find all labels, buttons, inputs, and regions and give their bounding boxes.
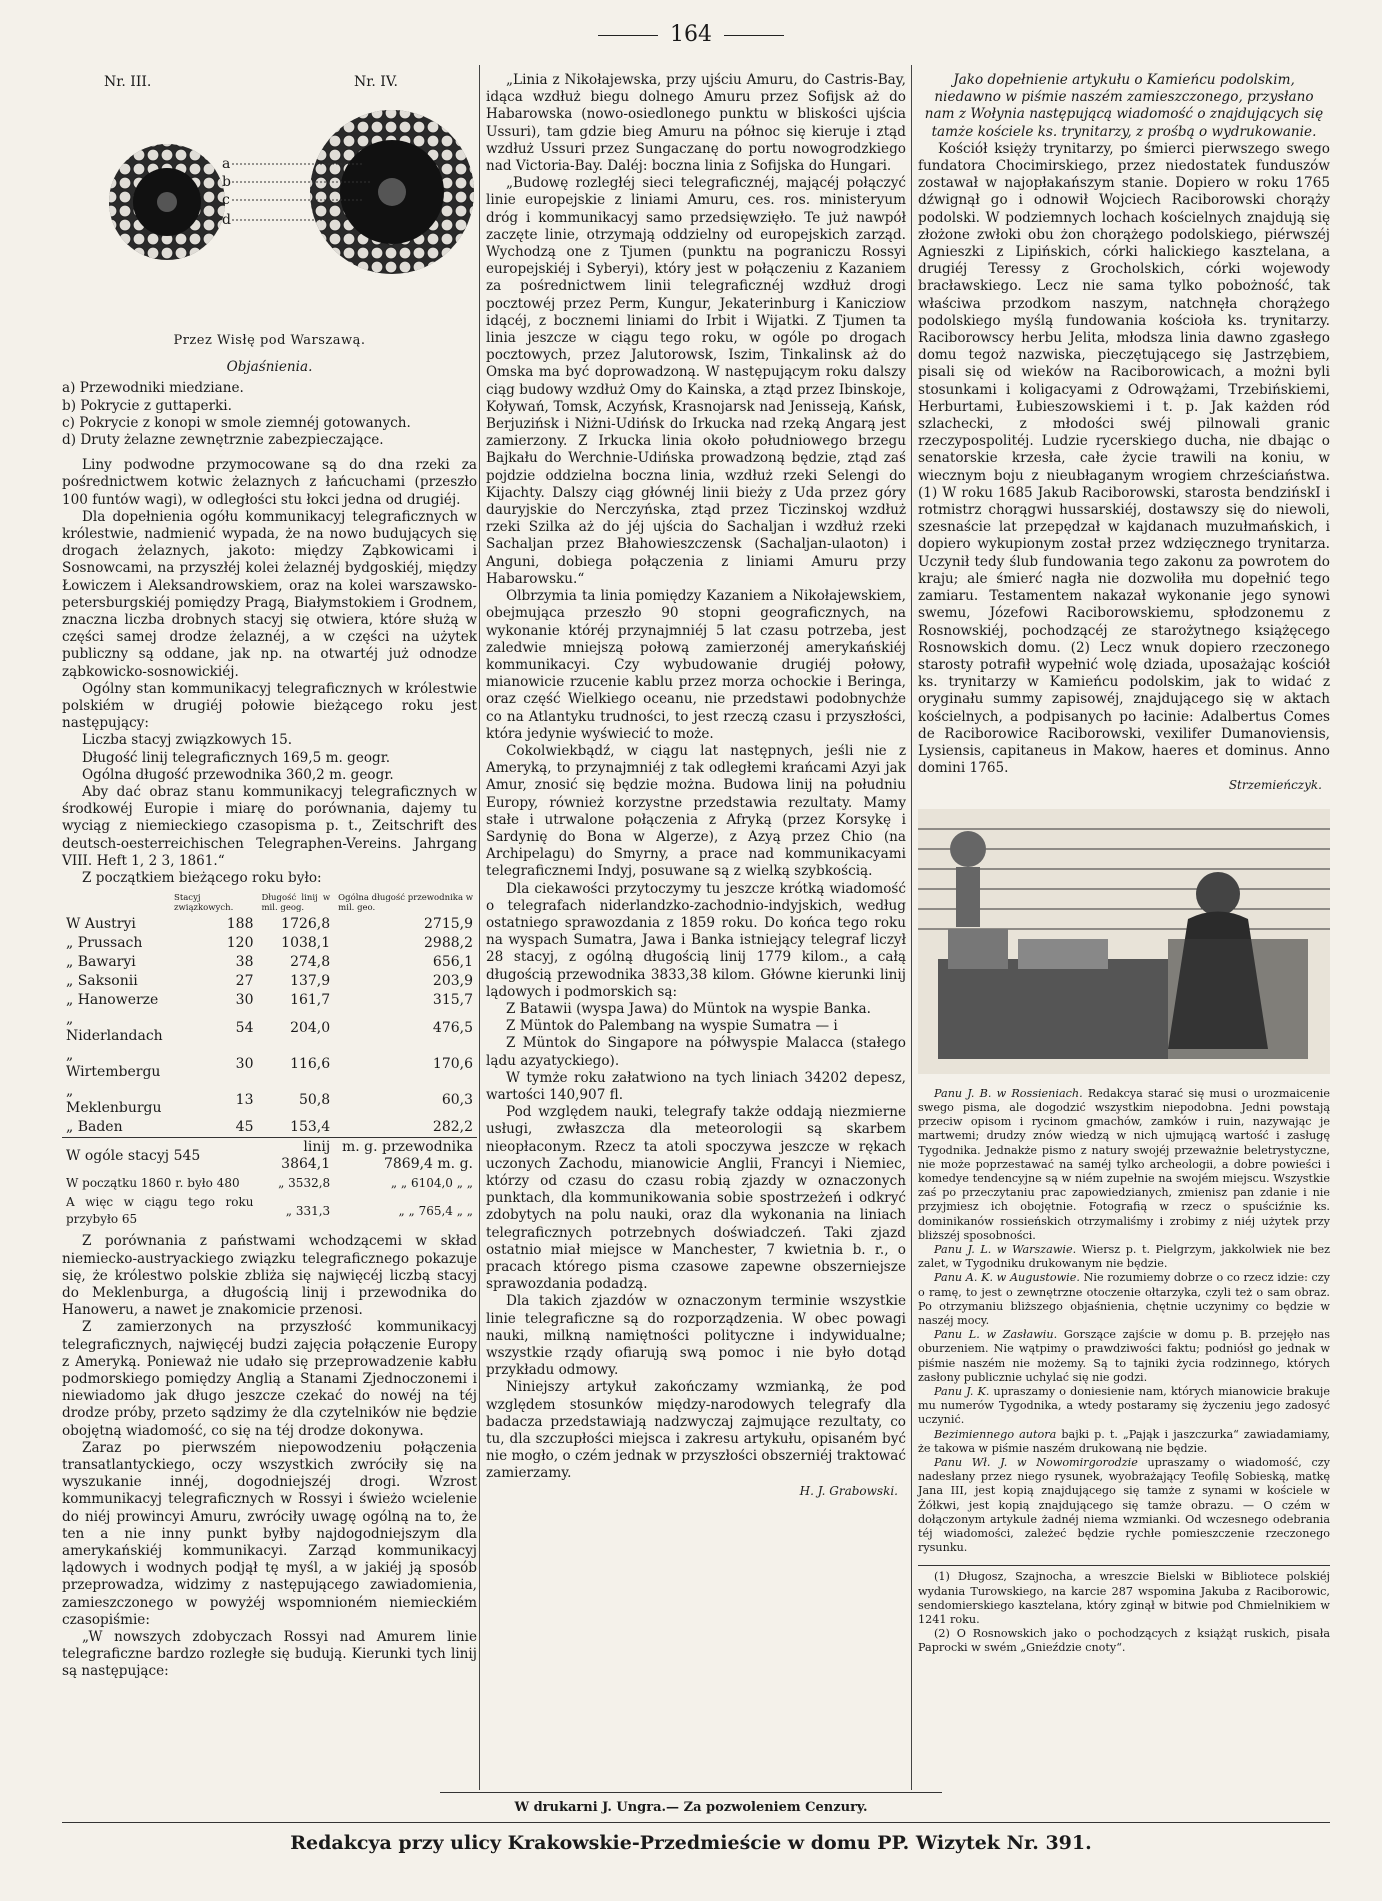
bust-shape <box>950 831 986 867</box>
notice: Panu J. L. w Warszawie. Wiersz p. t. Pielgrzym, jakkolwiek nie bez zalet, w Tygodniku drukowanym nie będzie. <box>918 1242 1330 1271</box>
paragraph: Dla ciekawości przytoczymy tu jeszcze krótką wiadomość o telegrafach niderlandzko-zachodnio-indyjskich, według ostatniego sprawozdania z 1859 roku. Do końca tego roku na wyspach Sumatra, Jawa i Banka istniejący telegraf liczył 28 stacyj, z ogólną długością linij 1779 kilom., a całą długością przewodnika 3833,38 kilom. Główne kierunki linij lądowych i podmorskich są: <box>486 880 906 1000</box>
table-row: „ Niderlandach 54 204,0 476,5 <box>66 1011 473 1045</box>
paragraph: Dla takich zjazdów w oznaczonym terminie wszystkie linie telegraficzne są do rozporządzenia. W obec powagi nauki, milkną namiętności polityczne i indywidualne; wszystkie rządy ofiarują swą pomoc i nie było dotąd przykładu odmowy. <box>486 1293 906 1379</box>
paragraph: Liny podwodne przymocowane są do dna rzeki za pośrednictwem kotwic żelaznych z łańcuchami (przeszło 100 funtów wagi), w odległości stu łokci jedna od drugiéj. <box>62 457 477 508</box>
paragraph: Niniejszy artykuł zakończamy wzmianką, że pod względem stosunków między-narodowych telegrafy dla badacza przedstawiają nadzwyczaj zajmujące rezultaty, co tu, dla szczupłości miejsca i zakresu artykułu, opisaném być nie mogło, o czém jednak w przyszłości obszerniéj traktować zamierzamy. <box>486 1379 906 1482</box>
paragraph: Z Müntok do Palembang na wyspie Sumatra — i <box>506 1018 838 1035</box>
paragraph: Aby dać obraz stanu kommunikacyj telegraficznych w środkowéj Europie i miarę do porównania, dajemy tu wyciąg z niemieckiego czasopisma p. t., Zeitschrift des deutsch-oesterreichischen Telegraphen-Vereins. Jahrgang VIII. Heft 1, 2 3, 1861.“ <box>62 784 477 869</box>
author-signature: H. J. Grabowski. <box>799 1483 898 1498</box>
table-row: „ Prussach 120 1038,1 2988,2 <box>66 935 473 952</box>
table-header-row <box>62 891 477 915</box>
figure-letter-a: a <box>222 156 231 172</box>
legend-item: c) Pokrycie z konopi w smole ziemnéj gotowanych. <box>62 414 411 431</box>
paragraph: Dla dopełnienia ogółu kommunikacyj telegraficznych w królestwie, nadmienić wypada, że na nowo budujących się drogach żelaznych, jakoto: między Ząbkowicami i Sosnowcami, na przyszłéj kolei żelaznéj bydgoskiéj, między Łowiczem i Aleksandrowskiem, oraz na kolei warszawsko-petersburgskiéj pomiędzy Pragą, Białymstokiem i Grodnem, znaczna liczba drobnych stacyj się otwiera, które służą w części samej drodze żelaznéj, a w części na użytek publiczny są oddane, jak np. na otwartéj już odnodze ząbkowicko-sosnowickiéj. <box>62 508 477 680</box>
notice: Panu Wł. J. w Nowomirgorodzie upraszamy o wiadomość, czy nadesłany przez niego rysunek, wyobrażający Teofilę Sobieską, matkę Jana III, jest kopią znajdującego się tamże z synami w kościele w Żółkwi, jest kopią znajdującego się tamże obrazu. — O czém w dołączonym artykule żadnéj niema wzmianki. Od wczesnego odebrania téj wiadomości, zależeć będzie rychłe pomieszczenie rzeczonego rysunku. <box>918 1456 1330 1555</box>
stats-line: Długość linij telegraficznych 169,5 m. geogr. <box>82 749 391 766</box>
paragraph: Z zamierzonych na przyszłość kommunikacyj telegraficznych, najwięcéj budzi zajęcia połączenie Europy z Ameryką. Ponieważ nie udało się przeprowadzenie kabłu podmorskiego pomiędzy Anglią a Stanami Zjednoczonemi i niewiadomo jak długo jeszcze czekać do nowéj na téj drodze próby, przeto sądzimy że dla czytelników nie będzie obojętną wiadomość, co się na téj drodze dokonywa. <box>62 1319 477 1439</box>
footer-rule <box>62 1822 1330 1823</box>
table-row: „ Bawaryi 38 274,8 656,1 <box>66 954 473 971</box>
legend-title: Objaśnienia. <box>226 359 313 376</box>
notice: Panu L. w Zasławiu. Gorszące zajście w domu p. B. przejęło nas oburzeniem. Nie wątpimy o prawdziwości faktu; podniósł go jednak w piśmie naszém nie możemy. Są to tajniki życia rodzinnego, których zasłony publicznie uchylać się nie godzi. <box>918 1328 1331 1384</box>
paragraph: Z porównania z państwami wchodzącemi w skład niemiecko-austryackiego związku telegraficznego pokazuje się, że królestwo polskie zbliża się najwięcéj liczbą stacyj do Meklenburga, a długością linij i przewodnika do Hanoweru, a nawet je znakomicie przenosi. <box>62 1233 477 1319</box>
notice: Panu A. K. w Augustowie. Nie rozumiemy dobrze o co rzecz idzie: czy o ramę, to jest o zewnętrzne otoczenie ołtarzyka, czyli też o sam obraz. Po otrzymaniu bliższego objaśnienia, chętnie uczynimy co będzie w naszéj mocy. <box>918 1271 1331 1327</box>
figure-caption: Przez Wisłę pod Warszawą. <box>173 333 366 348</box>
cable-diagram <box>62 92 477 322</box>
armchair-shape <box>1168 939 1308 1059</box>
paragraph: Zaraz po pierwszém niepowodzeniu połączenia transatlantyckiego, oczy wszystkich zwróciły się na wyszukanie innéj, dogodniejszéj drogi. Wzrost kommunikacyj telegraficznych w Rossyi i świeżo wcielenie do niéj prowincyi Amuru, zwróciły uwagę ogólną na to, że ten a nie inny punkt byłby najdogodniejszym dla amerykańskiéj kommunikacyi. Zarząd kommunikacyj lądowych i wodnych podjął tę myśl, a w jakiéj ją sposób przeprowadza, widzimy z następującego zawiadomienia, zamieszczonego w powyżéj wspomnioném niemieckiém czasopiśmie: <box>62 1439 477 1628</box>
paragraph: Ogólny stan kommunikacyj telegraficznych w królestwie polskiém w drugiéj połowie bieżącego roku jest następujący: <box>62 680 477 732</box>
table-header: Długość linij w mil. geog. <box>261 893 331 914</box>
table-row: „ Wirtembergu 30 116,6 170,6 <box>66 1047 473 1081</box>
column-1 <box>62 72 477 1681</box>
stats-line: Ogólna długość przewodnika 360,2 m. geogr. <box>82 766 394 783</box>
imprint-line: Redakcya przy ulicy Krakowskie-Przedmieście w domu PP. Wizytek Nr. 391. <box>290 1832 1092 1854</box>
printer-line: W drukarni J. Ungra.— Za pozwoleniem Cenzury. <box>514 1800 868 1815</box>
column-divider <box>911 65 912 1790</box>
table-header: Stacyj związkowych. <box>174 893 234 914</box>
paragraph: Olbrzymia ta linia pomiędzy Kazaniem a Nikołajewskiem, obejmująca przeszło 90 stopni geograficznych, na wykonanie któréj przynajmniéj 5 lat czasu potrzeba, jest zaledwie mniejszą połową zamierzonéj amerykańskiéj kommunikacyi. Czy wybudowanie drugiéj połowy, mianowicie rzucenie kablu przez morza ochockie i Beringa, oraz część Wielkiego oceanu, nie przedstawi podobnychże co na Atlantyku trudności, to jest rzeczą czasu i przyszłości, która jedynie wyświecić to może. <box>486 588 906 742</box>
table-intro: Z początkiem bieżącego roku było: <box>82 870 322 887</box>
figure-label-iv: Nr. IV. <box>354 74 398 90</box>
table-row: „ Meklenburgu 13 50,8 60,3 <box>66 1083 473 1117</box>
paragraph: „Budowę rozległéj sieci telegraficznéj, mającéj połączyć linie europejskie z liniami Amuru, ces. ros. ministeryum dróg i kommunikacyj samo przedsięwzięło. Te już nawpół zaczęte linie, otrzymają oddzielny od europejskich zarząd. Wychodzą one z Tjumen (punktu na pograniczu Rossyi europejskiéj i Syberyi), który jest w połączeniu z Kazaniem za pośrednictwem linii telegraficznéj wzdłuż drogi pocztowéj przez Perm, Kungur, Jekaterinburg i Kanicziow idącéj, z bocznemi liniami do Irbit i Wijatki. Z Tjumen ta linia jeszcze w ciągu tego roku, w ogóle po drogach pocztowych, przez Jalutorowsk, Iszim, Tinkalinsk aż do Omska ma być doprowadzoną. W następującym roku dalszy ciąg budowy wzdłuż Omy do Kainska, a ztąd przez Ibinskoje, Koływań, Tomsk, Aczyńsk, Krasnojarsk nad Jenisseją, Kańsk, Berjuzińsk i Niżni-Udińsk do Irkucka nad rzeką Angarą jest zamierzony. Z Irkucka linia około południowego brzegu Bajkału do Werchnie-Udińska prowadzoną będzie, ztąd zaś pojdzie oddzielna boczna linia, wzdłuż rzeki Selengi do Kijachty. Dalszy ciąg głównéj linii bieży z Uda przez góry dauryjskie do Nerczyńska, ztąd przez Ticzinskoj wzdłuż rzeki Szilka aż do jéj ujścia do Sachaljan i wzdłuż rzeki Sachaljan przez Błahowieszczensk (Sachaljan-ulaoton) i Anguni, dobiega połączenia z liniami Amuru przy Habarowsku.“ <box>486 175 906 587</box>
figure-label-iii: Nr. III. <box>104 74 152 90</box>
desk-shape <box>938 959 1168 1059</box>
telegraph-stats-table <box>62 891 477 1229</box>
author-signature: Strzemieńczyk. <box>1228 778 1322 793</box>
legend-item: b) Pokrycie z guttaperki. <box>62 397 232 414</box>
legend-item: d) Druty żelazne zewnętrznie zabezpieczające. <box>62 432 384 449</box>
table-sum-row: W ogóle stacyj 545 linij 3864,1 m. g. przewodnika 7869,4 m. g. <box>62 1138 477 1175</box>
editor-at-desk-engraving <box>918 809 1330 1074</box>
table-header: Ogólna długość przewodnika w mil. geo. <box>338 893 473 914</box>
paragraph: „W nowszych zdobyczach Rossyi nad Amurem linie telegraficzne bardzo rozległe się budują. Kierunki tych linij są następujące: <box>62 1628 477 1680</box>
footnote: (1) Długosz, Szajnocha, a wreszcie Bielski w Bibliotece polskiéj wydania Turowskiego, na karcie 287 wspomina Jakuba z Raciborowic, sendomierskiego kasztelana, który zginął w bitwie pod Chmielnikiem w 1241 roku. <box>918 1570 1330 1627</box>
figure-letter-d: d <box>222 212 231 228</box>
paragraph: Z Müntok do Singapore na półwyspie Malacca (stałego lądu azyatyckiego). <box>486 1035 906 1069</box>
figure-letter-c: c <box>222 192 230 208</box>
paragraph: W tymże roku załatwiono na tych liniach 34202 depesz, wartości 140,907 fl. <box>486 1069 906 1103</box>
footnotes <box>918 1565 1330 1655</box>
table-row: W Austryi 188 1726,8 2715,9 <box>66 916 473 933</box>
paragraph: Kościół księży trynitarzy, po śmierci pierwszego swego fundatora Chocimirskiego, przez niedostatek funduszów zostawał w najopłakańszym stanie. Dopiero w roku 1765 dźwignął go i odnowił Wojciech Raciborowski chorąży podolski. W podziemnych lochach kościelnych znajdują się złożone zwłoki obu żon chorążego podolskiego, piérwszéj Agnieszki z Lipińskich, córki halickiego kasztelana, a drugiéj Teressy z Grocholskich, córki wojewody bracławskiego. Lecz nie sama tylko pobożność, tak właściwa przodkom naszym, natchnęła chorążego podolskiego myślą fundowania kościoła ks. trynitarzy. Raciborowscy herbu Jelita, młodsza linia dawno zgasłego domu tegoż nazwiska, pieczętującego się Jastrzębiem, pisali się od wieków na Raciborowicach, a możni byli stosunkami i koligacyami z Odrowążami, Trzebińskiemi, Herburtami, Łubieszowskiemi i t. p. Jak każden ród szlachecki, z młodości swéj pilnowali granic rzeczypospolitéj. Ludzie rycerskiego ducha, nie dbając o senatorskie krzesła, całe życie trawili na koniu, w wiecznym boju z nieubłaganym wrogiem chrześciaństwa. (1) W roku 1685 Jakub Raciborowski, starosta bendzińskI i rotmistrz chorągwi hussarskiéj, dostawszy się do niewoli, szesnaście lat przepędzał w kajdanach muzułmańskich, i dopiero wykupionym został przez wdzięcznego trynitarza. Uczynił tedy ślub fundowania tego zakonu za powrotem do kraju; ale śmierć nagła nie dozwoliła mu dopełnić tego zamiaru. Testamentem nakazał wykonanie jego synowi swemu, Józefowi Raciborowskiemu, spłodzonemu z Rosnowskiéj, pochodzącéj ze starożytnego książęcego Rosnowskich domu. (2) Lecz wnuk dopiero rzeczonego starosty potrafił wypełnić wolę dziada, uposażając kościół ks. trynitarzy w Kamieńcu podolskim, jak to widać z oryginału summy zapisowéj, znajdującego się w aktach kościelnych, a podpisanych po łacinie: Adalbertus Comes de Raciborowice Raciborowski, vexilifer Dumanoviensis, Lysiensis, capitaneus in Makow, haeres et dominus. Anno domini 1765. <box>918 140 1330 777</box>
page-number: 164 <box>0 22 1382 47</box>
column-divider <box>479 65 480 1790</box>
column-2 <box>486 72 906 1500</box>
notice: Panu J. B. w Rossieniach. Redakcya starać się musi o urozmaicenie swego pisma, ale dogodzić wszystkim niepodobna. Jedni powstają przeciw opisom i rycinom gmachów, zamków i ruin, nazywając je martwemi; drudzy znów wiedzą w nich ujmującą wartość i zasługę Tygodnika. Jednakże pismo z natury swojéj przeważnie beletrystyczne, nie może poprzestawać na saméj tylko archeologii, a dobre powieści i komedye tendencyjne są w niém zupełnie na swojém miejscu. Wszystkie zaś po przeczytaniu prac zapowiedzianych, zmienisz pan zdanie i nie przyjmiesz ich obojętnie. Fotografią w rzecz o spuściźnie ks. dominikanów rossieńskich otrzymaliśmy i zrobimy z niéj użytek przy bliższéj sposobności. <box>918 1086 1330 1242</box>
legend-item: a) Przewodniki miedziane. <box>62 380 244 397</box>
figure-letter-b: b <box>222 174 231 190</box>
column-3 <box>918 72 1330 1656</box>
paragraph: Cokolwiekbądź, w ciągu lat następnych, jeśli nie z Ameryką, to przynajmniéj z tak odległemi krańcami Azyi jak Amur, znosić się będzie można. Budowa linij na południu Europy, również korzystne przedstawia rezultaty. Mamy stałe i utrwalone połączenia z Afryką (przez Korsykę i Sardynię do Bona w Algerze), z Azyą przez Chio (na Archipelagu) do Smyrny, a prace nad kommunikacyami telegraficznemi Indyj, posuwane są z wielką szybkością. <box>486 742 906 880</box>
stats-line: Liczba stacyj związkowych 15. <box>82 732 293 749</box>
paragraph: „Linia z Nikołajewska, przy ujściu Amuru, do Castris-Bay, idąca wzdłuż biegu dolnego Amuru przez Sofijsk aż do Habarowska (nowo-osiedlonego punktu w bliskości ujścia Ussuri), tam gdzie bieg Amuru na północ się kieruje i ztąd wzdłuż Ussuri przez Sungaczanę do portu nowogrodzkiego nad Victoria-Bay. Daléj: boczna linia z Sofijska do Hungari. <box>486 72 906 175</box>
paragraph: Pod względem nauki, telegrafy także oddają niezmierne usługi, zwłaszcza dla meteorologii są skarbem nieopłaconym. Rzecz ta atoli spoczywa jeszcze w rękach uczonych Zachodu, mianowicie Anglii, Francyi i Niemiec, którzy od czasu do czasu robią zjazdy w oznaczonych punktach, dla kommunikowania sobie spostrzeżeń i odkryć zdobytych na polu nauki, oraz dla wykonania na liniach telegraficznych potrzebnych doświadczeń. Taki zjazd ostatnio miał miejsce w Manchester, 7 kwietnia b. r., o pracach którego pisma czasowe zapewne obszerniejsze sprawozdania podadzą. <box>486 1104 906 1293</box>
notice: Panu J. K. upraszamy o doniesienie nam, których mianowicie brakuje mu numerów Tygodnika, a wtedy postaramy się życzeniu jego zadosyć uczynić. <box>918 1385 1330 1427</box>
paragraph: Z Batawii (wyspa Jawa) do Müntok na wyspie Banka. <box>506 1000 871 1017</box>
table-row: „ Saksonii 27 137,9 203,9 <box>66 973 473 990</box>
table-prev-row: W początku 1860 r. było 480 „ 3532,8 „ „ 6104,0 „ „ <box>66 1176 473 1191</box>
notice: Bezimiennego autora bajki p. t. „Pająk i jaszczurka“ zawiadamiamy, że takowa w piśmie naszém drukowaną nie będzie. <box>918 1427 1331 1455</box>
table-row: „ Baden 45 153,4 282,2 <box>66 1119 473 1136</box>
footer-rule <box>440 1792 942 1793</box>
table-row: „ Hanowerze 30 161,7 315,7 <box>66 992 473 1009</box>
cable-cross-section-figure <box>62 72 477 332</box>
table-header <box>62 891 170 915</box>
editorial-notices <box>918 1087 1330 1656</box>
table-diff-row: A więc w ciągu tego roku przybyło 65 „ 331,3 „ „ 765,4 „ „ <box>66 1195 473 1227</box>
footnote: (2) O Rosnowskich jako o pochodzących z książąt ruskich, pisała Paprocki w swém „Gnieździe cnoty“. <box>918 1627 1330 1655</box>
lead-note: Jako dopełnienie artykułu o Kamieńcu podolskim, niedawno w piśmie naszém zamieszczonego, przysłano nam z Wołynia następującą wiadomość o znajdujących się tamże kościele ks. trynitarzy, z prośbą o wydrukowanie. <box>924 72 1324 140</box>
figure-head <box>1196 872 1240 916</box>
